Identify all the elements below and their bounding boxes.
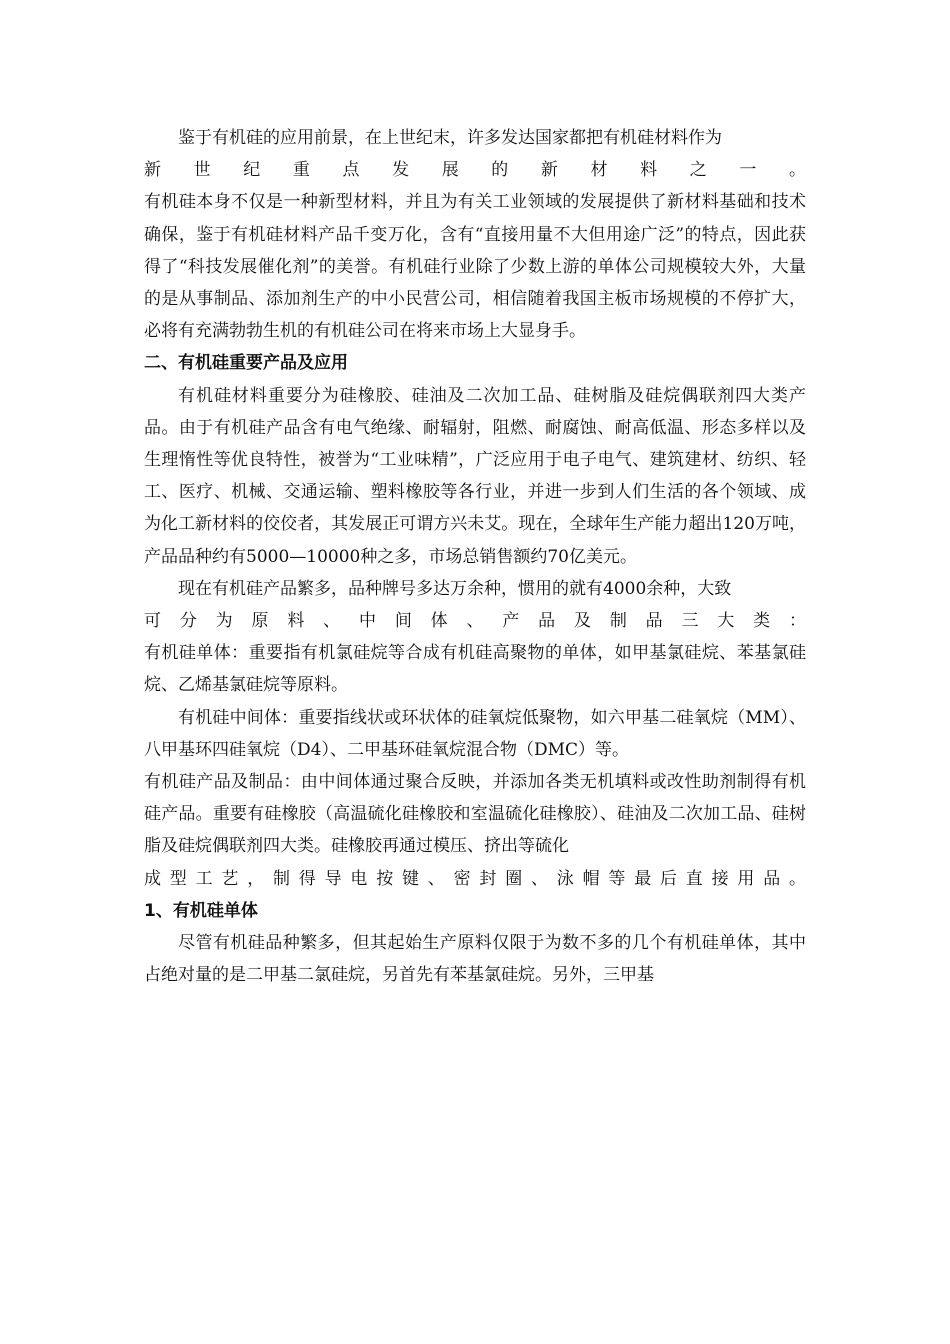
paragraph-products: 有机硅材料重要分为硅橡胶、硅油及二次加工品、硅树脂及硅烷偶联剂四大类产品。由于有机硅产品含有电气绝缘、耐辐射，阻燃、耐腐蚀、耐高低温、形态多样以及生理惰性等优良特性，被誉为“工业味精”，广泛应用于电子电气、建筑建材、纺织、轻工、医疗、机械、交通运输、塑料橡胶等各行业，并进一步到人们生活的各个领域、成为化工新材料的佼佼者，其发展正可谓方兴未艾。现在，全球年生产能力超出120万吨，产品品种约有5000—10000种之多，市场总销售额约70亿美元。 (144, 385, 806, 567)
paragraph-monomers: 尽管有机硅品种繁多，但其起始生产原料仅限于为数不多的几个有机硅单体，其中占绝对量的是二甲基二氯硅烷，另首先有苯基氯硅烷。另外，三甲基 (144, 933, 806, 986)
document-body (144, 122, 806, 991)
section-heading-products: 二、有机硅重要产品及应用 (144, 353, 348, 374)
paragraph-categories (144, 573, 806, 702)
section-heading-monomers: 1、有机硅单体 (144, 900, 258, 921)
paragraph-categories-line-3: 有机硅单体：重要指有机氯硅烷等合成有机硅高聚物的单体，如甲基氯硅烷、苯基氯硅烷、乙烯基氯硅烷等原料。 (144, 643, 806, 696)
paragraph-categories-line-2: 可分为原料、中间体、产品及制品三大类： (144, 611, 806, 632)
paragraph-categories-line-1: 现在有机硅产品繁多，品种牌号多达万余种，惯用的就有4000余种，大致 (178, 578, 732, 599)
paragraph-intermediates (144, 702, 806, 895)
paragraph-intro (144, 122, 806, 347)
paragraph-intermediates-line-2: 有机硅产品及制品：由中间体通过聚合反映，并添加各类无机填料或改性助剂制得有机硅产品。重要有硅橡胶（高温硫化硅橡胶和室温硫化硅橡胶）、硅油及二次加工品、硅树脂及硅烷偶联剂四大类。硅橡胶再通过模压、挤出等硫化 (144, 772, 806, 857)
paragraph-intro-line-3: 有机硅本身不仅是一种新型材料，并且为有关工业领域的发展提供了新材料基础和技术确保，鉴于有机硅材料产品千变万化，含有“直接用量不大但用途广泛”的特点，因此获得了“科技发展催化剂”的美誉。有机硅行业除了少数上游的单体公司规模较大外，大量的是从事制品、添加剂生产的中小民营公司，相信随着我国主板市场规模的不停扩大，必将有充满勃勃生机的有机硅公司在将来市场上大显身手。 (144, 192, 806, 342)
paragraph-intermediates-line-1: 有机硅中间体：重要指线状或环状体的硅氧烷低聚物，如六甲基二硅氧烷（MM）、八甲基环四硅氧烷（D4）、二甲基环硅氧烷混合物（DMC）等。 (144, 707, 806, 760)
paragraph-intermediates-line-3: 成型工艺，制得导电按键、密封圈、泳帽等最后直接用品。 (144, 868, 806, 889)
paragraph-intro-line-1: 鉴于有机硅的应用前景，在上世纪末，许多发达国家都把有机硅材料作为 (178, 128, 722, 148)
paragraph-intro-line-2: 新世纪重点发展的新材料之一。 (144, 160, 806, 181)
